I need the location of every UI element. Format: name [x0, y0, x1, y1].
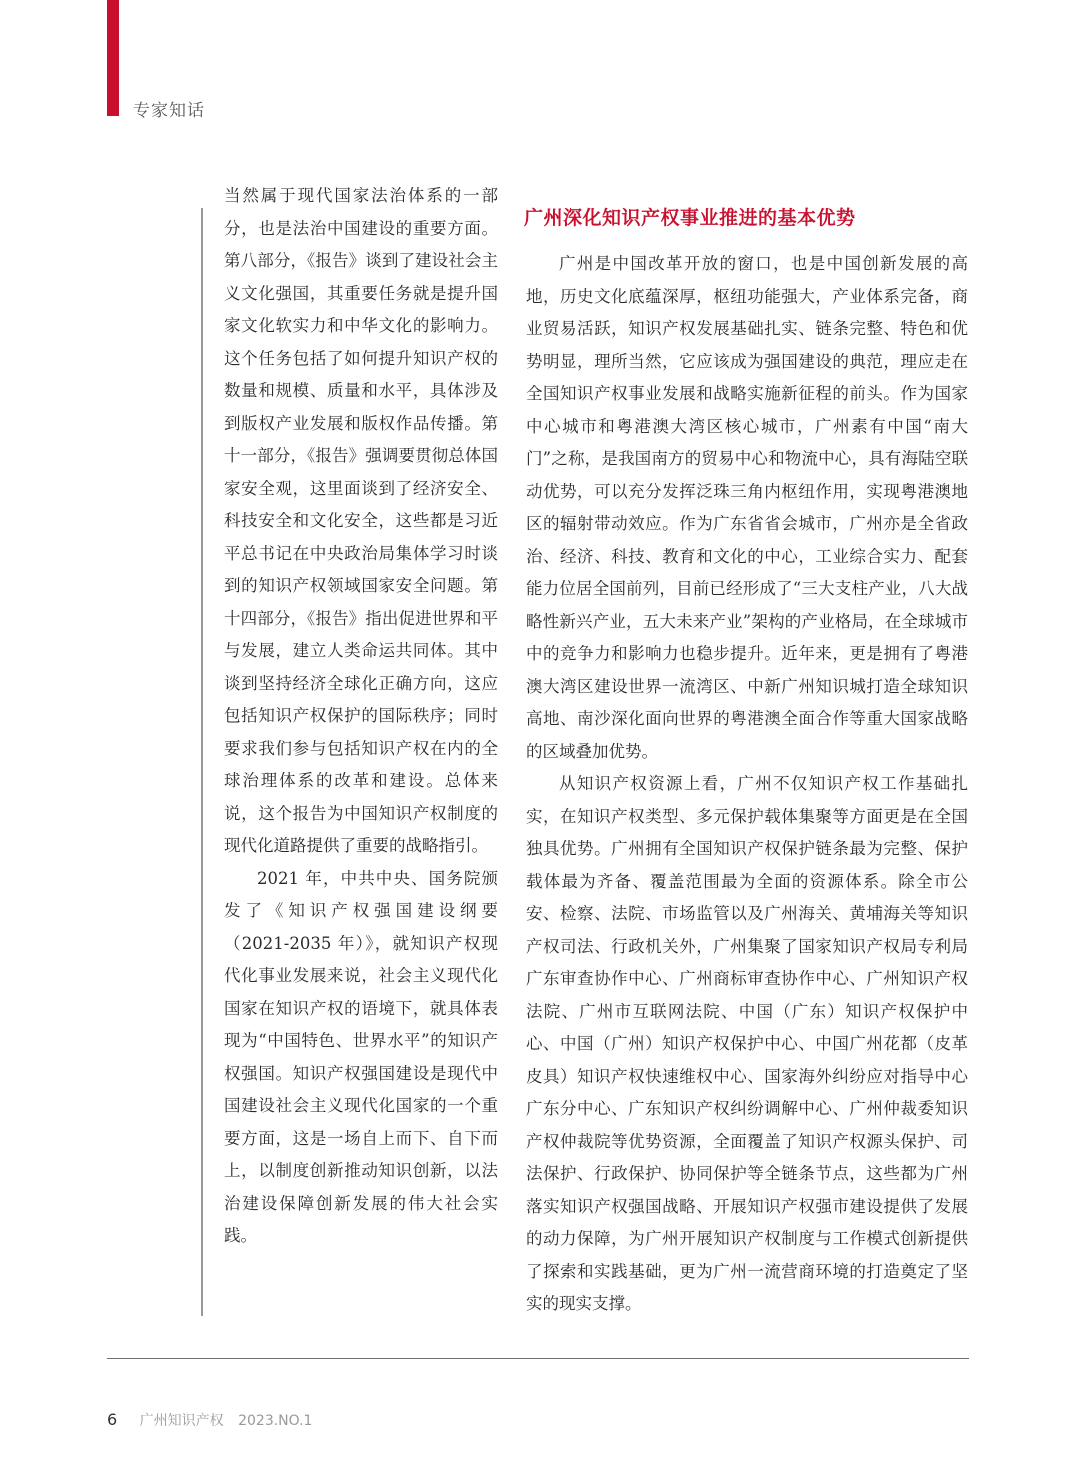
left-column	[224, 180, 498, 1253]
right-paragraph-1: 广州是中国改革开放的窗口，也是中国创新发展的高地，历史文化底蕴深厚，枢纽功能强大，产业体系完备，商业贸易活跃，知识产权发展基础扎实、链条完整、特色和优势明显，理所当然，它应该成为强国建设的典范，理应走在全国知识产权事业发展和战略实施新征程的前头。作为国家中心城市和粤港澳大湾区核心城市，广州素有中国“南大门”之称，是我国南方的贸易中心和物流中心，具有海陆空联动优势，可以充分发挥泛珠三角内枢纽作用，实现粤港澳地区的辐射带动效应。作为广东省省会城市，广州亦是全省政治、经济、科技、教育和文化的中心，工业综合实力、配套能力位居全国前列，目前已经形成了“三大支柱产业，八大战略性新兴产业，五大未来产业”架构的产业格局，在全球城市中的竞争力和影响力也稳步提升。近年来，更是拥有了粤港澳大湾区建设世界一流湾区、中新广州知识城打造全球知识高地、南沙深化面向世界的粤港澳全面合作等重大国家战略的区域叠加优势。	[526, 254, 968, 761]
right-paragraph-2: 从知识产权资源上看，广州不仅知识产权工作基础扎实，在知识产权类型、多元保护载体集聚等方面更是在全国独具优势。广州拥有全国知识产权保护链条最为完整、保护载体最为齐备、覆盖范围最为全面的资源体系。除全市公安、检察、法院、市场监管以及广州海关、黄埔海关等知识产权司法、行政机关外，广州集聚了国家知识产权局专利局广东审查协作中心、广州商标审查协作中心、广州知识产权法院、广州市互联网法院、中国（广东）知识产权保护中心、中国（广州）知识产权保护中心、中国广州花都（皮革皮具）知识产权快速维权中心、国家海外纠纷应对指导中心广东分中心、广东知识产权纠纷调解中心、广州仲裁委知识产权仲裁院等优势资源，全面覆盖了知识产权源头保护、司法保护、行政保护、协同保护等全链条节点，这些都为广州落实知识产权强国战略、开展知识产权强市建设提供了发展的动力保障，为广州开展知识产权制度与工作模式创新提供了探索和实践基础，更为广州一流营商环境的打造奠定了坚实的现实支撑。	[526, 774, 968, 1313]
page-footer	[107, 1410, 312, 1430]
issue-number: 2023.NO.1	[238, 1413, 313, 1429]
magazine-name: 广州知识产权	[139, 1413, 224, 1429]
left-paragraph-2: 2021 年，中共中央、国务院颁发了《知识产权强国建设纲要（2021-2035 年）》，就知识产权现代化事业发展来说，社会主义现代化国家在知识产权的语境下，就具体表现为“中国特色、世界水平”的知识产权强国。知识产权强国建设是现代中国建设社会主义现代化国家的一个重要方面，这是一场自上而下、自下而上，以制度创新推动知识创新，以法治建设保障创新发展的伟大社会实践。	[224, 868, 498, 1245]
footer-rule	[107, 1358, 969, 1359]
section-label: 专家知话	[133, 101, 205, 121]
column-divider-rule	[201, 208, 203, 1316]
section-accent-bar	[107, 0, 119, 116]
right-column	[526, 248, 968, 1321]
section-heading: 广州深化知识产权事业推进的基本优势	[524, 207, 856, 229]
page-number: 6	[107, 1410, 118, 1429]
left-paragraph-1: 当然属于现代国家法治体系的一部分，也是法治中国建设的重要方面。第八部分，《报告》谈到了建设社会主义文化强国，其重要任务就是提升国家文化软实力和中华文化的影响力。这个任务包括了如何提升知识产权的数量和规模、质量和水平，具体涉及到版权产业发展和版权作品传播。第十一部分，《报告》强调要贯彻总体国家安全观，这里面谈到了经济安全、科技安全和文化安全，这些都是习近平总书记在中央政治局集体学习时谈到的知识产权领域国家安全问题。第十四部分，《报告》指出促进世界和平与发展，建立人类命运共同体。其中谈到坚持经济全球化正确方向，这应包括知识产权保护的国际秩序；同时要求我们参与包括知识产权在内的全球治理体系的改革和建设。总体来说，这个报告为中国知识产权制度的现代化道路提供了重要的战略指引。	[224, 186, 498, 855]
